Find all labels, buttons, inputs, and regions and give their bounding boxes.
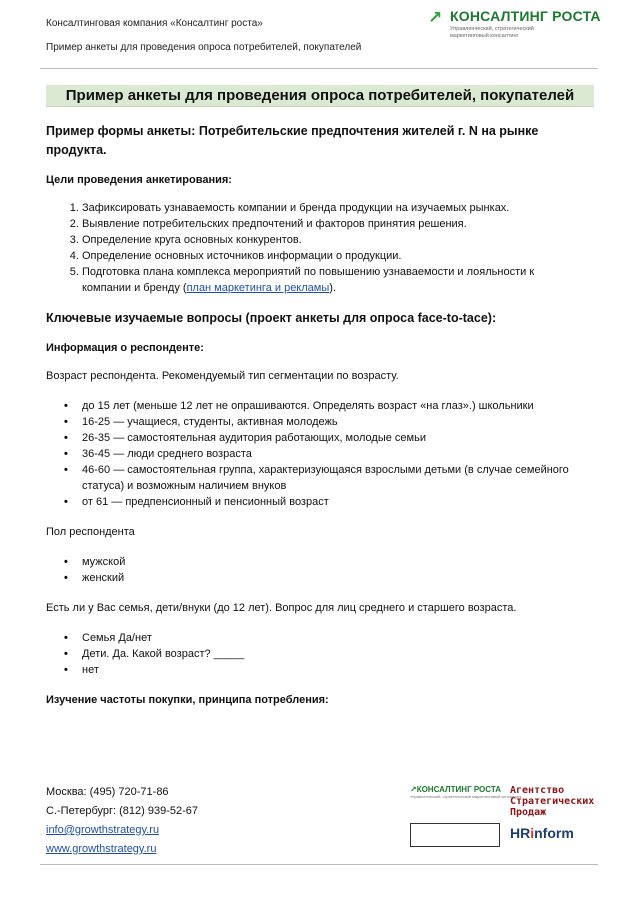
page-footer xyxy=(46,783,198,859)
gender-question: Пол респондента xyxy=(46,526,135,538)
list-item: 1. Зафиксировать узнаваемость компании и бренда продукции на изучаемых рынках. xyxy=(82,200,586,216)
logo-tagline: Управленческий, стратегический маркетинговый консалтинг xyxy=(450,26,534,39)
list-item xyxy=(82,264,586,296)
header-divider xyxy=(40,68,598,69)
blank-banner-box xyxy=(410,823,500,847)
list-item: 3. Определение круга основных конкурентов. xyxy=(82,232,586,248)
age-options xyxy=(46,398,586,510)
logo-part: nform xyxy=(534,825,574,841)
intro-text: Пример формы анкеты: Потребительские предпочтения жителей г. N на рынке продукта. xyxy=(46,124,539,157)
logo-name: КОНСАЛТИНГ РОСТА xyxy=(416,785,502,794)
strategic-sales-agency-logo xyxy=(510,785,594,818)
arrow-icon: ↗ xyxy=(410,785,417,794)
logo-name: КОНСАЛТИНГ РОСТА xyxy=(450,8,601,24)
goals-list xyxy=(46,200,586,296)
list-item: • 26-35 — самостоятельная аудитория работающих, молодые семьи xyxy=(82,430,586,446)
list-item: • до 15 лет (меньше 12 лет не опрашиваются. Определять возраст «на глаз».) школьники xyxy=(82,398,586,414)
gender-options xyxy=(46,554,586,586)
list-item: • 16-25 — учащиеся, студенты, активная молодежь xyxy=(82,414,586,430)
main-content xyxy=(46,122,586,720)
company-name: Консалтинговая компания «Консалтинг роста» xyxy=(46,18,263,29)
key-questions-heading: Ключевые изучаемые вопросы (проект анкеты для опроса face-to-tace): xyxy=(46,311,497,325)
phone-moscow: Москва: (495) 720-71-86 xyxy=(46,786,169,798)
hrinform-logo xyxy=(510,825,574,841)
family-question: Есть ли у Вас семья, дети/внуки (до 12 лет). Вопрос для лиц среднего и старшего возраста. xyxy=(46,602,517,614)
list-item: • женский xyxy=(82,570,586,586)
family-options xyxy=(46,630,586,678)
list-item: • мужской xyxy=(82,554,586,570)
goals-title: Цели проведения анкетирования: xyxy=(46,174,232,186)
email-link[interactable]: info@growthstrategy.ru xyxy=(46,824,160,836)
footer-divider xyxy=(40,864,598,865)
goal-5-text: Подготовка плана комплекса мероприятий по повышению узнаваемости и лояльности к компании и бренду ( xyxy=(82,266,535,294)
company-logo xyxy=(428,8,600,42)
list-item: • Семья Да/нет xyxy=(82,630,586,646)
list-item: 2. Выявление потребительских предпочтений и факторов принятия решения. xyxy=(82,216,586,232)
logo-line: Агентство xyxy=(510,785,565,796)
list-item: • от 61 — предпенсионный и пенсионный возраст xyxy=(82,494,586,510)
list-item: • 46-60 — самостоятельная группа, характеризующаяся взрослыми детьми (в случае семейного статуса) и возможным наличием внуков xyxy=(82,462,586,494)
logo-part: i xyxy=(530,825,535,841)
page-title: Пример анкеты для проведения опроса потребителей, покупателей xyxy=(46,85,594,107)
list-item: • нет xyxy=(82,662,586,678)
growth-consulting-logo xyxy=(410,785,522,799)
marketing-plan-link[interactable]: план маркетинга и рекламы xyxy=(186,282,330,294)
logo-tagline: Управленческий, стратегический маркетинговый консалтинг xyxy=(410,794,522,799)
website-link[interactable]: www.growthstrategy.ru xyxy=(46,843,157,855)
list-item: • 36-45 — люди среднего возраста xyxy=(82,446,586,462)
partner-logos xyxy=(410,785,600,855)
list-item: • Дети. Да. Какой возраст? _____ xyxy=(82,646,586,662)
respondent-info-heading: Информация о респонденте: xyxy=(46,342,204,354)
logo-line: Стратегических xyxy=(510,796,595,807)
arrow-icon: ↗ xyxy=(428,8,443,27)
document-title: Пример анкеты для проведения опроса потребителей, покупателей xyxy=(46,42,362,53)
age-question: Возраст респондента. Рекомендуемый тип сегментации по возрасту. xyxy=(46,370,399,382)
purchase-heading: Изучение частоты покупки, принципа потребления: xyxy=(46,694,329,706)
page-header xyxy=(46,18,361,66)
logo-part: HR xyxy=(510,825,531,841)
phone-spb: С.-Петербург: (812) 939-52-67 xyxy=(46,805,199,817)
goal-5-tail: ). xyxy=(329,282,336,294)
logo-line: Продаж xyxy=(510,807,547,818)
list-item: 4. Определение основных источников информации о продукции. xyxy=(82,248,586,264)
